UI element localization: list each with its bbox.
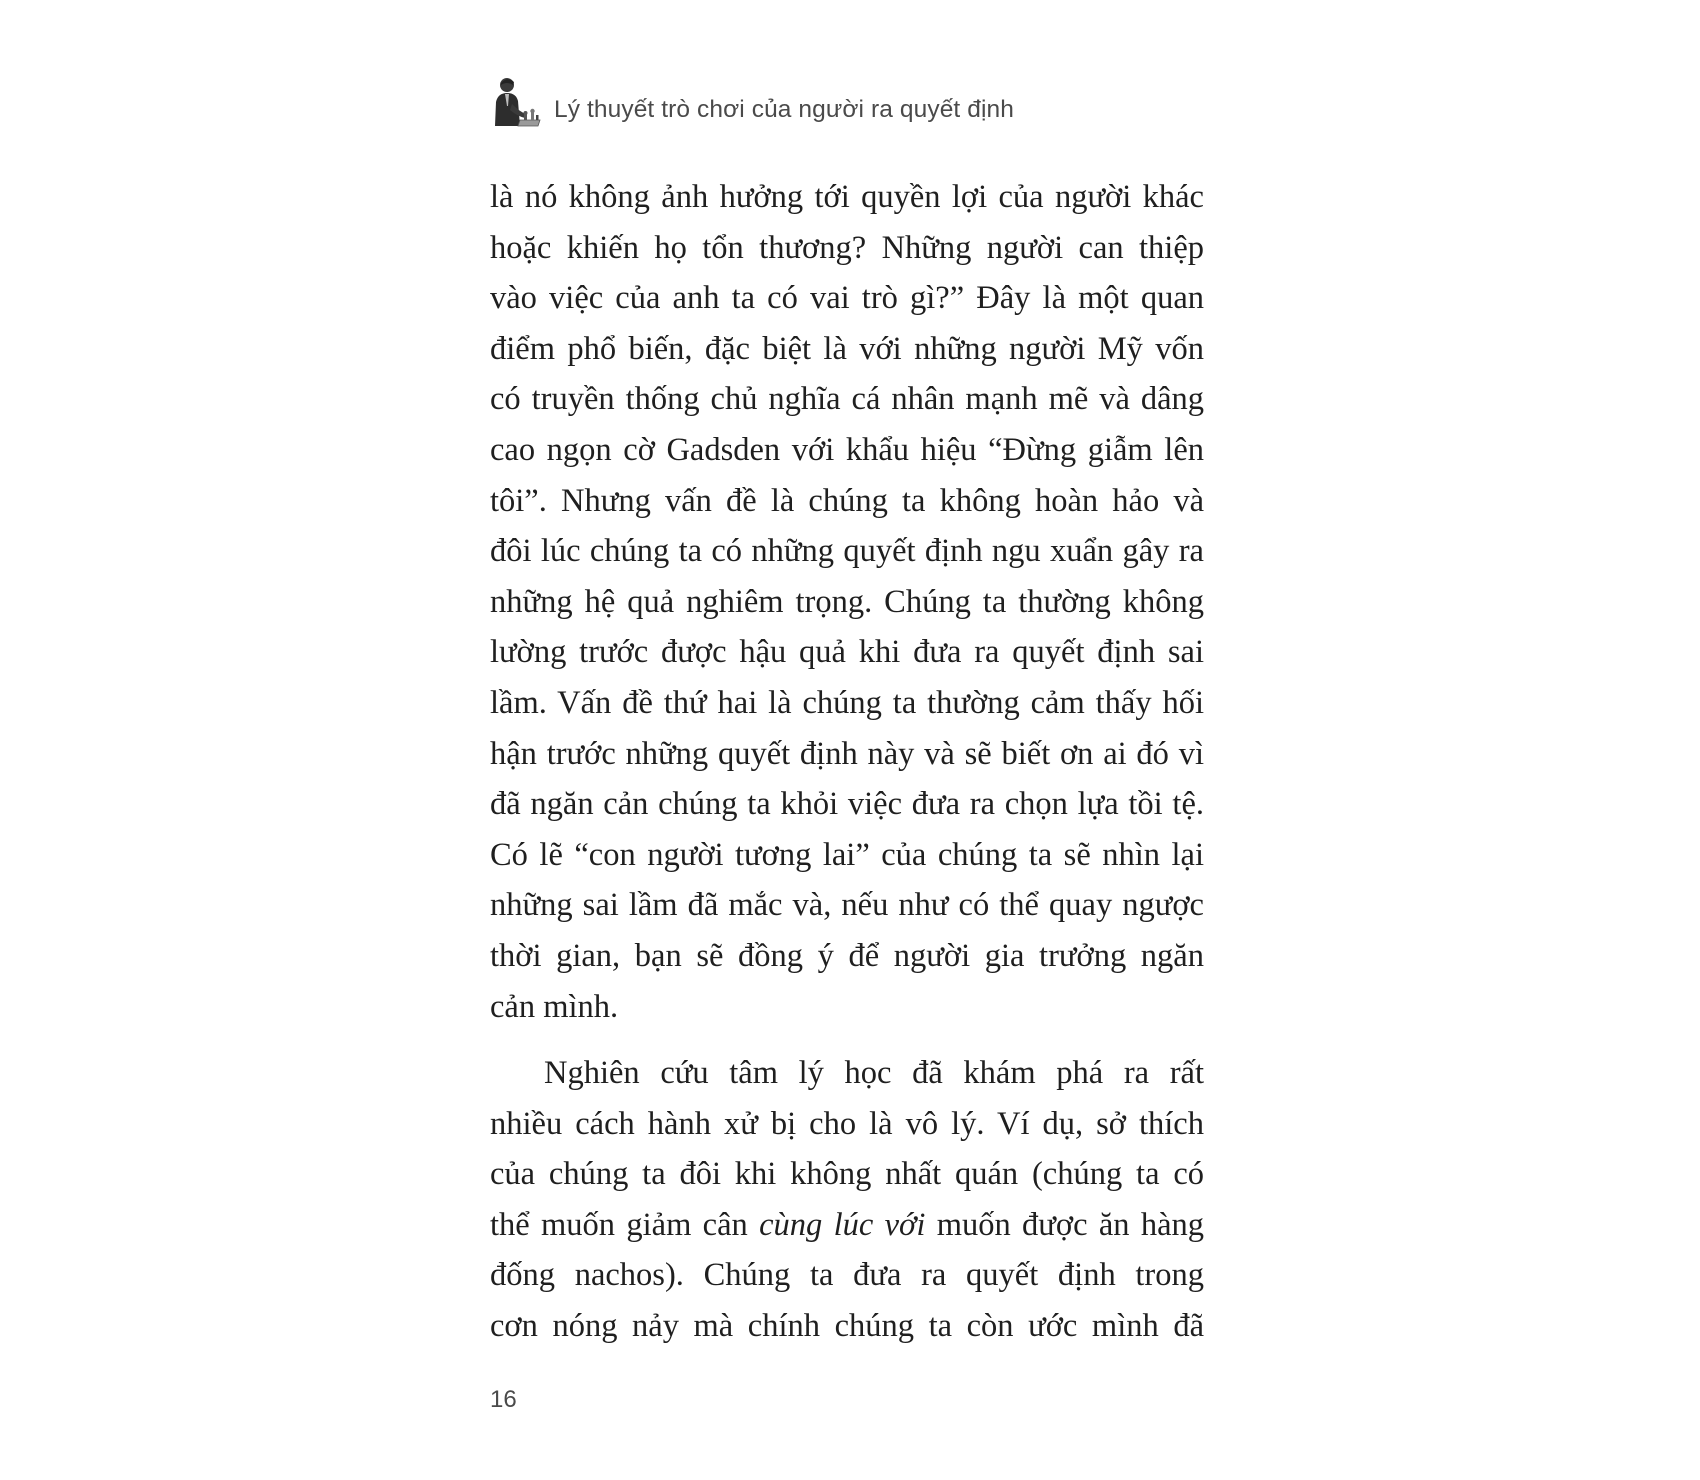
page-number: 16 xyxy=(490,1386,517,1413)
text-line: đôi lúc chúng ta có những quyết định ngu xuẩn gây ra xyxy=(490,533,1204,570)
running-title: Lý thuyết trò chơi của người ra quyết định xyxy=(554,95,1014,123)
text-line: cản mình. xyxy=(490,988,619,1025)
text-line: thời gian, bạn sẽ đồng ý để người gia trưởng ngăn xyxy=(490,937,1204,974)
emphasized-text: cùng lúc với xyxy=(759,1206,926,1243)
text-line: cao ngọn cờ Gadsden với khẩu hiệu “Đừng giẫm lên xyxy=(490,431,1204,468)
text-line: lầm. Vấn đề thứ hai là chúng ta thường cảm thấy hối xyxy=(490,684,1204,721)
text-line: những sai lầm đã mắc và, nếu như có thể quay ngược xyxy=(490,887,1204,924)
running-header xyxy=(490,74,1014,128)
text-line: hoặc khiến họ tổn thương? Những người can thiệp xyxy=(490,229,1204,266)
text-line: là nó không ảnh hưởng tới quyền lợi của người khác xyxy=(490,179,1204,215)
text-segment: muốn được ăn hàng xyxy=(925,1206,1204,1243)
text-line: đống nachos). Chúng ta đưa ra quyết định trong xyxy=(490,1257,1204,1294)
text-line: hận trước những quyết định này và sẽ biết ơn ai đó vì xyxy=(490,735,1204,772)
text-line: của chúng ta đôi khi không nhất quán (chúng ta có xyxy=(490,1156,1204,1193)
text-segment: thể muốn giảm cân xyxy=(490,1206,760,1243)
text-line: nhiều cách hành xử bị cho là vô lý. Ví dụ, sở thích xyxy=(490,1105,1204,1142)
text-line: những hệ quả nghiêm trọng. Chúng ta thường không xyxy=(490,583,1204,620)
paragraph xyxy=(490,172,1204,1032)
text-line: có truyền thống chủ nghĩa cá nhân mạnh mẽ và dâng xyxy=(490,381,1204,418)
text-line: Nghiên cứu tâm lý học đã khám phá ra rất xyxy=(544,1055,1204,1092)
text-line: Có lẽ “con người tương lai” của chúng ta sẽ nhìn lại xyxy=(490,836,1204,873)
paragraph xyxy=(490,1048,1204,1352)
man-at-chessboard-icon xyxy=(490,76,542,128)
text-line: lường trước được hậu quả khi đưa ra quyết định sai xyxy=(490,634,1204,671)
text-line: điểm phổ biến, đặc biệt là với những người Mỹ vốn xyxy=(490,330,1204,367)
text-line: vào việc của anh ta có vai trò gì?” Đây là một quan xyxy=(490,280,1204,317)
text-line: cơn nóng nảy mà chính chúng ta còn ước mình đã xyxy=(490,1308,1204,1345)
body-text xyxy=(490,172,1204,1352)
text-line: đã ngăn cản chúng ta khỏi việc đưa ra chọn lựa tồi tệ. xyxy=(490,786,1204,823)
text-line: tôi”. Nhưng vấn đề là chúng ta không hoàn hảo và xyxy=(490,482,1204,519)
text-line xyxy=(490,1200,1204,1251)
